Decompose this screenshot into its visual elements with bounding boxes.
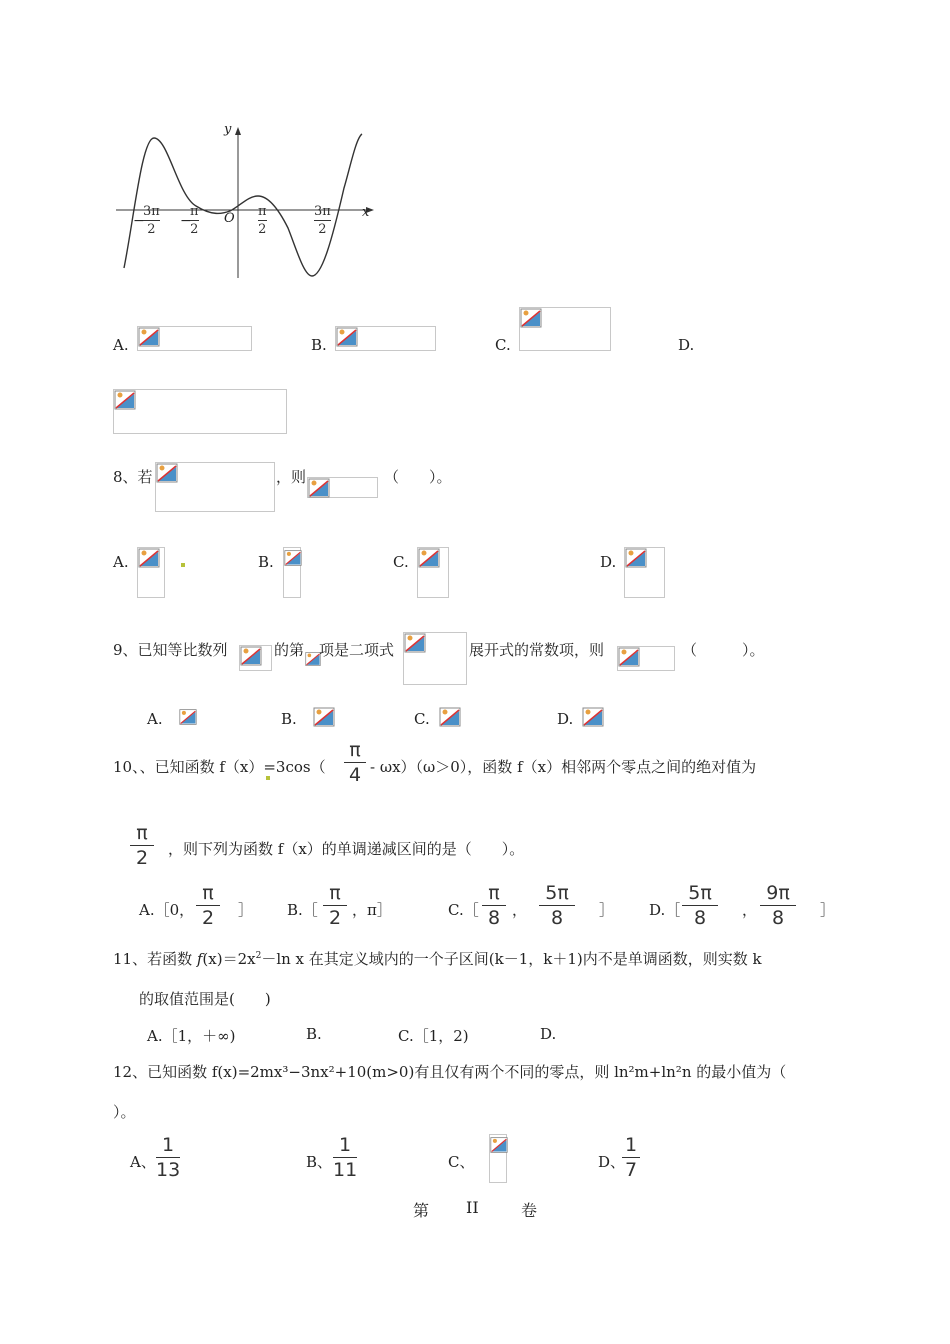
stray-dot bbox=[181, 563, 185, 567]
tick-label-neg-3pi-2: 3π 2 bbox=[143, 204, 160, 237]
q12-option-a-label: A、 bbox=[130, 1153, 156, 1171]
q9-text-2: 的第 bbox=[274, 641, 305, 659]
q10-option-d-post: ］ bbox=[820, 901, 836, 919]
broken-image-icon bbox=[490, 1135, 508, 1155]
broken-image-icon bbox=[520, 308, 542, 328]
q8-condition-image bbox=[155, 462, 275, 512]
q11-option-b: B. bbox=[306, 1025, 322, 1043]
q8-option-d-label: D. bbox=[600, 553, 617, 571]
q8-option-c-label: C. bbox=[393, 553, 409, 571]
q7-option-c-image bbox=[519, 307, 611, 351]
q9-option-a-image bbox=[179, 707, 197, 727]
q7-option-a-label: A. bbox=[113, 336, 129, 354]
q9-option-c-label: C. bbox=[414, 710, 430, 728]
broken-image-icon bbox=[439, 707, 461, 727]
q8-option-d-image bbox=[624, 547, 665, 598]
q9-binomial-image bbox=[403, 632, 467, 685]
q10-option-c-fraction-1: π 8 bbox=[482, 882, 506, 929]
broken-image-icon bbox=[618, 647, 640, 667]
tick-sign: − bbox=[133, 213, 145, 229]
q11-option-a: A.［1，＋∞) bbox=[147, 1027, 236, 1045]
q12-option-b-fraction: 1 11 bbox=[333, 1134, 358, 1181]
broken-image-icon bbox=[308, 478, 330, 498]
q10-fraction-pi-4: π 4 bbox=[344, 739, 366, 786]
q10-option-c-pre: C.［ bbox=[448, 901, 479, 919]
q10-option-b-fraction: π 2 bbox=[323, 882, 347, 929]
q9-option-d-image bbox=[582, 707, 604, 727]
q11-text-a: 11、若函数 bbox=[113, 950, 197, 968]
q8-target-image bbox=[307, 477, 378, 498]
broken-image-icon bbox=[156, 463, 178, 483]
q8-option-a-label: A. bbox=[113, 553, 129, 571]
q7-option-d-image bbox=[113, 389, 287, 434]
q11-text-c: －ln x 在其定义域内的一个子区间(k－1，k＋1)内不是单调函数，则实数 k bbox=[261, 950, 762, 968]
q7-option-b-image bbox=[335, 326, 436, 351]
q8-option-a-image bbox=[137, 547, 165, 598]
q10-text-2: - ωx）（ω＞0），函数 f（x）相邻两个零点之间的绝对值为 bbox=[370, 758, 757, 776]
q11-function-name: f bbox=[196, 950, 203, 968]
broken-image-icon bbox=[114, 390, 136, 410]
q11-line-1 bbox=[113, 948, 762, 969]
broken-image-icon bbox=[582, 707, 604, 727]
q12-option-a-fraction: 1 13 bbox=[156, 1134, 181, 1181]
q9-option-c-image bbox=[439, 707, 461, 727]
q10-text-1: 10、、已知函数 f（x）=3cos（ bbox=[113, 758, 326, 776]
q10-option-b-pre: B.［ bbox=[287, 901, 318, 919]
q8-option-c-image bbox=[417, 547, 449, 598]
q10-option-a-fraction: π 2 bbox=[196, 882, 220, 929]
q8-option-b-image bbox=[283, 547, 301, 598]
broken-image-icon bbox=[138, 548, 160, 568]
broken-image-icon bbox=[284, 548, 302, 568]
q11-line-2: 的取值范围是( ) bbox=[139, 990, 271, 1008]
q12-option-b-label: B、 bbox=[306, 1153, 333, 1171]
q12-option-d-label: D、 bbox=[598, 1153, 626, 1171]
q10-option-d-fraction-1: 5π 8 bbox=[682, 882, 718, 929]
q9-option-b-image bbox=[313, 707, 335, 727]
tick-label-neg-pi-2: π 2 bbox=[190, 204, 199, 237]
q11-option-d: D. bbox=[540, 1025, 557, 1043]
q7-option-c-label: C. bbox=[495, 336, 511, 354]
stray-dot bbox=[266, 776, 270, 780]
q9-option-a-label: A. bbox=[147, 710, 163, 728]
section-heading-char-2: II bbox=[466, 1198, 479, 1217]
broken-image-icon bbox=[313, 707, 335, 727]
q9-target-image bbox=[617, 646, 675, 671]
broken-image-icon bbox=[336, 327, 358, 347]
broken-image-icon bbox=[138, 327, 160, 347]
y-axis-label: y bbox=[224, 122, 232, 137]
broken-image-icon bbox=[625, 548, 647, 568]
section-heading-char-3: 卷 bbox=[521, 1201, 538, 1220]
q12-line-1: 12、已知函数 f(x)=2mx³−3nx²+10(m>0)有且仅有两个不同的零点，则 ln²m+ln²n 的最小值为（ bbox=[113, 1063, 787, 1081]
q10-option-d-pre: D.［ bbox=[649, 901, 681, 919]
q9-sequence-image bbox=[239, 645, 272, 671]
q9-text-3: 项是二项式 bbox=[319, 641, 395, 659]
tick-label-pi-2: π 2 bbox=[258, 204, 267, 237]
q8-option-b-label: B. bbox=[258, 553, 274, 571]
broken-image-icon bbox=[404, 633, 426, 653]
q9-text-4: 展开式的常数项，则 bbox=[469, 641, 605, 659]
broken-image-icon bbox=[240, 646, 262, 666]
q10-fraction-pi-2: π 2 bbox=[130, 822, 154, 869]
q10-option-c-fraction-2: 5π 8 bbox=[539, 882, 575, 929]
tick-label-3pi-2: 3π 2 bbox=[314, 204, 331, 237]
q10-option-b-post: ，π］ bbox=[352, 901, 392, 919]
q12-line-2: ）。 bbox=[113, 1103, 136, 1121]
q11-option-c: C.［1，2) bbox=[398, 1027, 469, 1045]
q10-text-3: ，则下列为函数 f（x）的单调递减区间的是（ ）。 bbox=[168, 840, 525, 858]
q10-option-a-post: ］ bbox=[238, 901, 254, 919]
broken-image-icon bbox=[179, 707, 197, 727]
q7-option-b-label: B. bbox=[311, 336, 327, 354]
origin-label: O bbox=[224, 211, 235, 226]
q9-option-b-label: B. bbox=[281, 710, 297, 728]
q9-answer-paren: （ ）。 bbox=[682, 641, 765, 659]
q9-text-1: 9、已知等比数列 bbox=[113, 641, 228, 659]
q8-answer-paren: （ ）。 bbox=[384, 468, 452, 486]
q10-option-d-fraction-2: 9π 8 bbox=[760, 882, 796, 929]
q11-exponent: 2 bbox=[255, 951, 262, 961]
x-axis-label: x bbox=[362, 205, 370, 220]
broken-image-icon bbox=[418, 548, 440, 568]
q12-option-c-label: C、 bbox=[448, 1153, 475, 1171]
q7-option-a-image bbox=[137, 326, 252, 351]
q10-option-a-pre: A.［0， bbox=[139, 901, 195, 919]
q8-mid-text: ，则 bbox=[276, 468, 307, 486]
q10-option-c-post: ］ bbox=[599, 901, 615, 919]
q10-option-d-mid: ， bbox=[742, 901, 758, 919]
section-heading-char-1: 第 bbox=[413, 1201, 430, 1220]
q11-text-b: (x)＝2x bbox=[202, 950, 256, 968]
function-graph bbox=[112, 118, 382, 283]
q10-option-c-mid: ， bbox=[512, 901, 528, 919]
tick-sign: − bbox=[180, 213, 192, 229]
q7-option-d-label: D. bbox=[678, 336, 695, 354]
q8-prefix: 8、若 bbox=[113, 468, 153, 486]
q12-option-d-fraction: 1 7 bbox=[622, 1134, 640, 1181]
q12-option-c-image bbox=[489, 1134, 507, 1183]
q9-option-d-label: D. bbox=[557, 710, 574, 728]
